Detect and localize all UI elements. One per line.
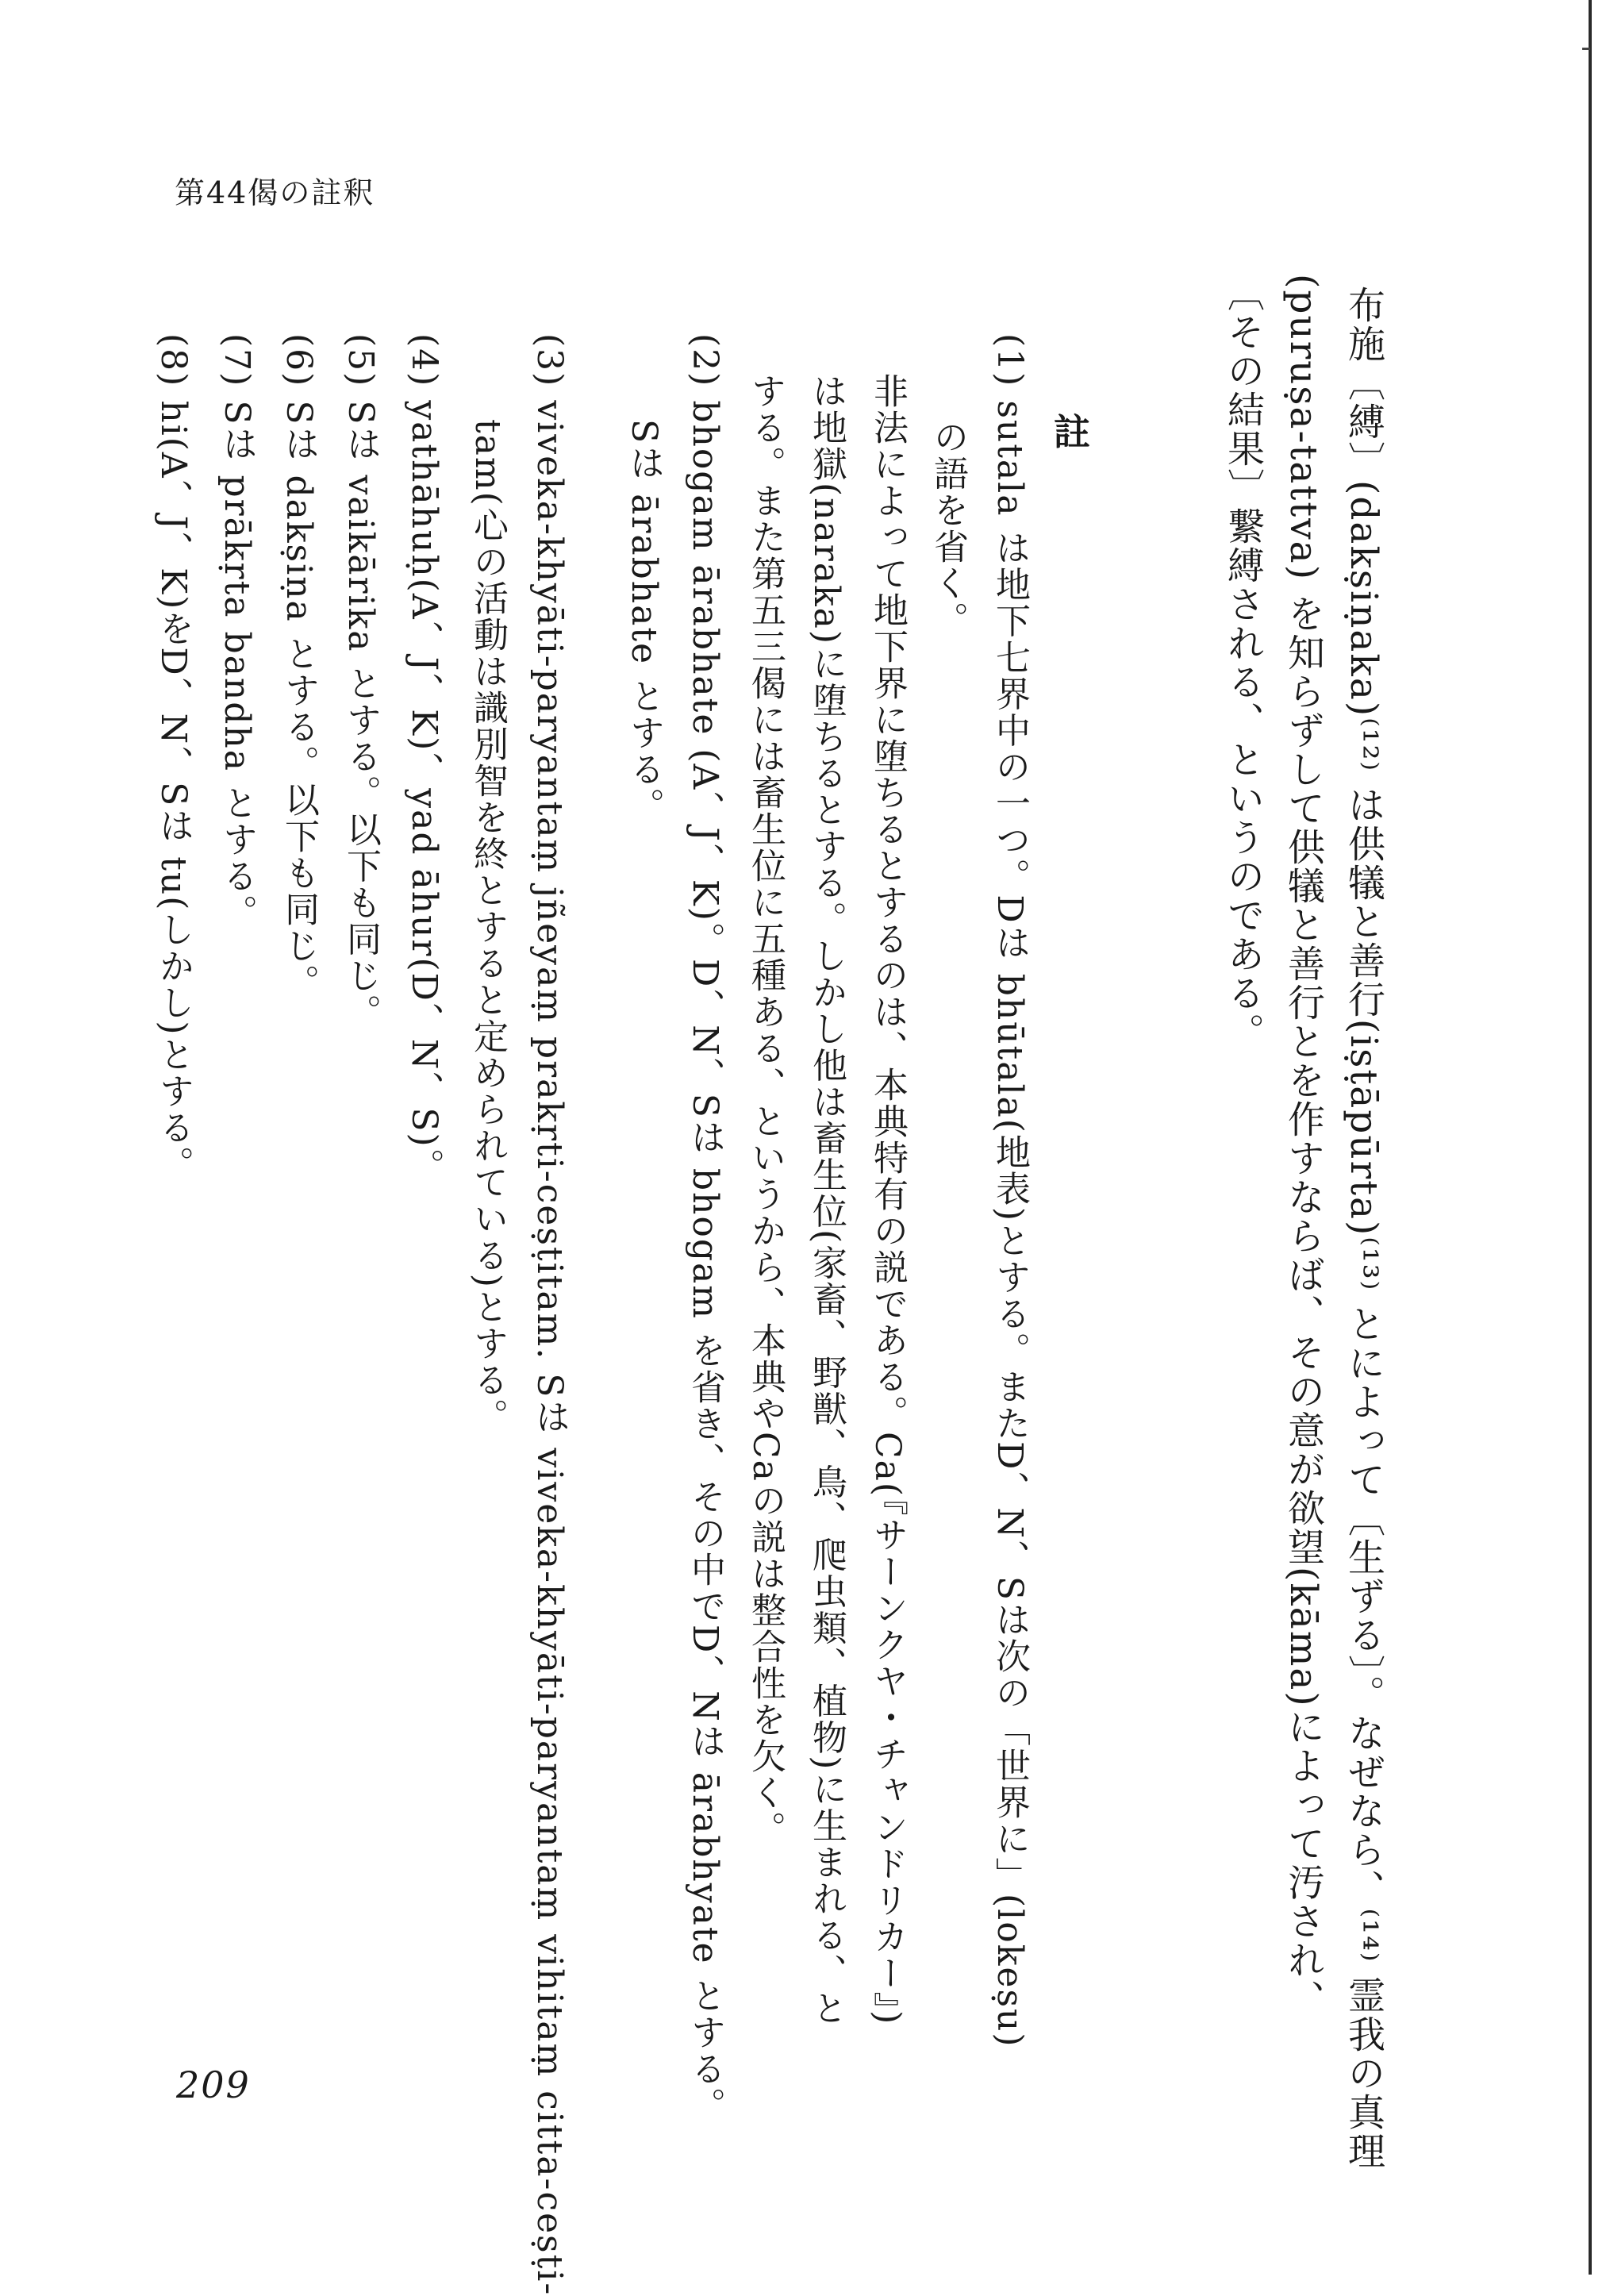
note-line-3: 非法によって地下界に堕ちるとするのは、本典特有の説である。Ca(『サーンクヤ・チャンドリカー』) bbox=[867, 373, 908, 2026]
note-line-12: (6) Sは dakṣiṇa とする。以下も同じ。 bbox=[279, 333, 319, 1001]
note-line-8: (3) viveka-khyāti-paryantaṃ jñeyaṃ prakṛti-ceṣṭitam. Sは viveka-khyāti-paryantaṃ vihitaṃ citta-ceṣṭi- bbox=[529, 333, 570, 2296]
note-line-1: (1) sutala は地下七界中の一つ。Dは bhūtala(地表)とする。またD、N、Sは次の「世界に」(lokeṣu) bbox=[989, 333, 1030, 2048]
running-header: 第44偈の註釈 bbox=[175, 175, 375, 210]
body-line-1: 布施〔縛〕(dakṣiṇaka)⁽¹²⁾ は供犠と善行(iṣṭāpūrta)⁽¹³⁾ とによって〔生ずる〕。なぜなら、⁽¹⁴⁾ 霊我の真理 bbox=[1342, 286, 1385, 2171]
note-line-11: (5) Sは vaikārika とする。以下も同じ。 bbox=[340, 333, 381, 1031]
note-line-13: (7) Sは prākṛta bandha とする。 bbox=[217, 333, 257, 931]
body-line-2: (puruṣa-tattva) を知らずして供犠と善行とを作すならば、その意が欲望(kāma)によって汚され、 bbox=[1281, 274, 1325, 2019]
note-line-2: の語を省く。 bbox=[928, 419, 968, 638]
note-line-14: (8) hi(A、J、K)をD、N、Sは tu(しかし)とする。 bbox=[153, 333, 194, 1183]
notes-heading: 註 bbox=[1048, 413, 1091, 451]
note-line-7: Sは ārabhate とする。 bbox=[624, 419, 664, 825]
note-line-6: (2) bhogam ārabhate (A、J、K)。D、N、Sは bhogam を省き、その中でD、Nは ārabhyate とする。 bbox=[685, 333, 725, 2124]
note-line-10: (4) yathāhuḥ(A、J、K)、yad āhur(D、N、S)。 bbox=[404, 333, 444, 1185]
note-line-9: tam(心の活動は識別智を終とすると定められている)とする。 bbox=[467, 419, 508, 1435]
scan-edge-line bbox=[1589, 0, 1592, 2275]
body-line-3: 〔その結果〕繋縛される、というのである。 bbox=[1221, 274, 1265, 1052]
page-number: 209 bbox=[176, 2063, 251, 2106]
note-line-5: する。また第五三偈には畜生位に五種ある、というから、本典やCaの説は整合性を欠く。 bbox=[745, 373, 786, 1848]
note-line-4: は地獄(naraka)に堕ちるとする。しかし他は畜生位(家畜、野獣、鳥、爬虫類、植物)に生まれる、と bbox=[806, 373, 847, 2027]
scan-edge-mark bbox=[1582, 48, 1590, 50]
